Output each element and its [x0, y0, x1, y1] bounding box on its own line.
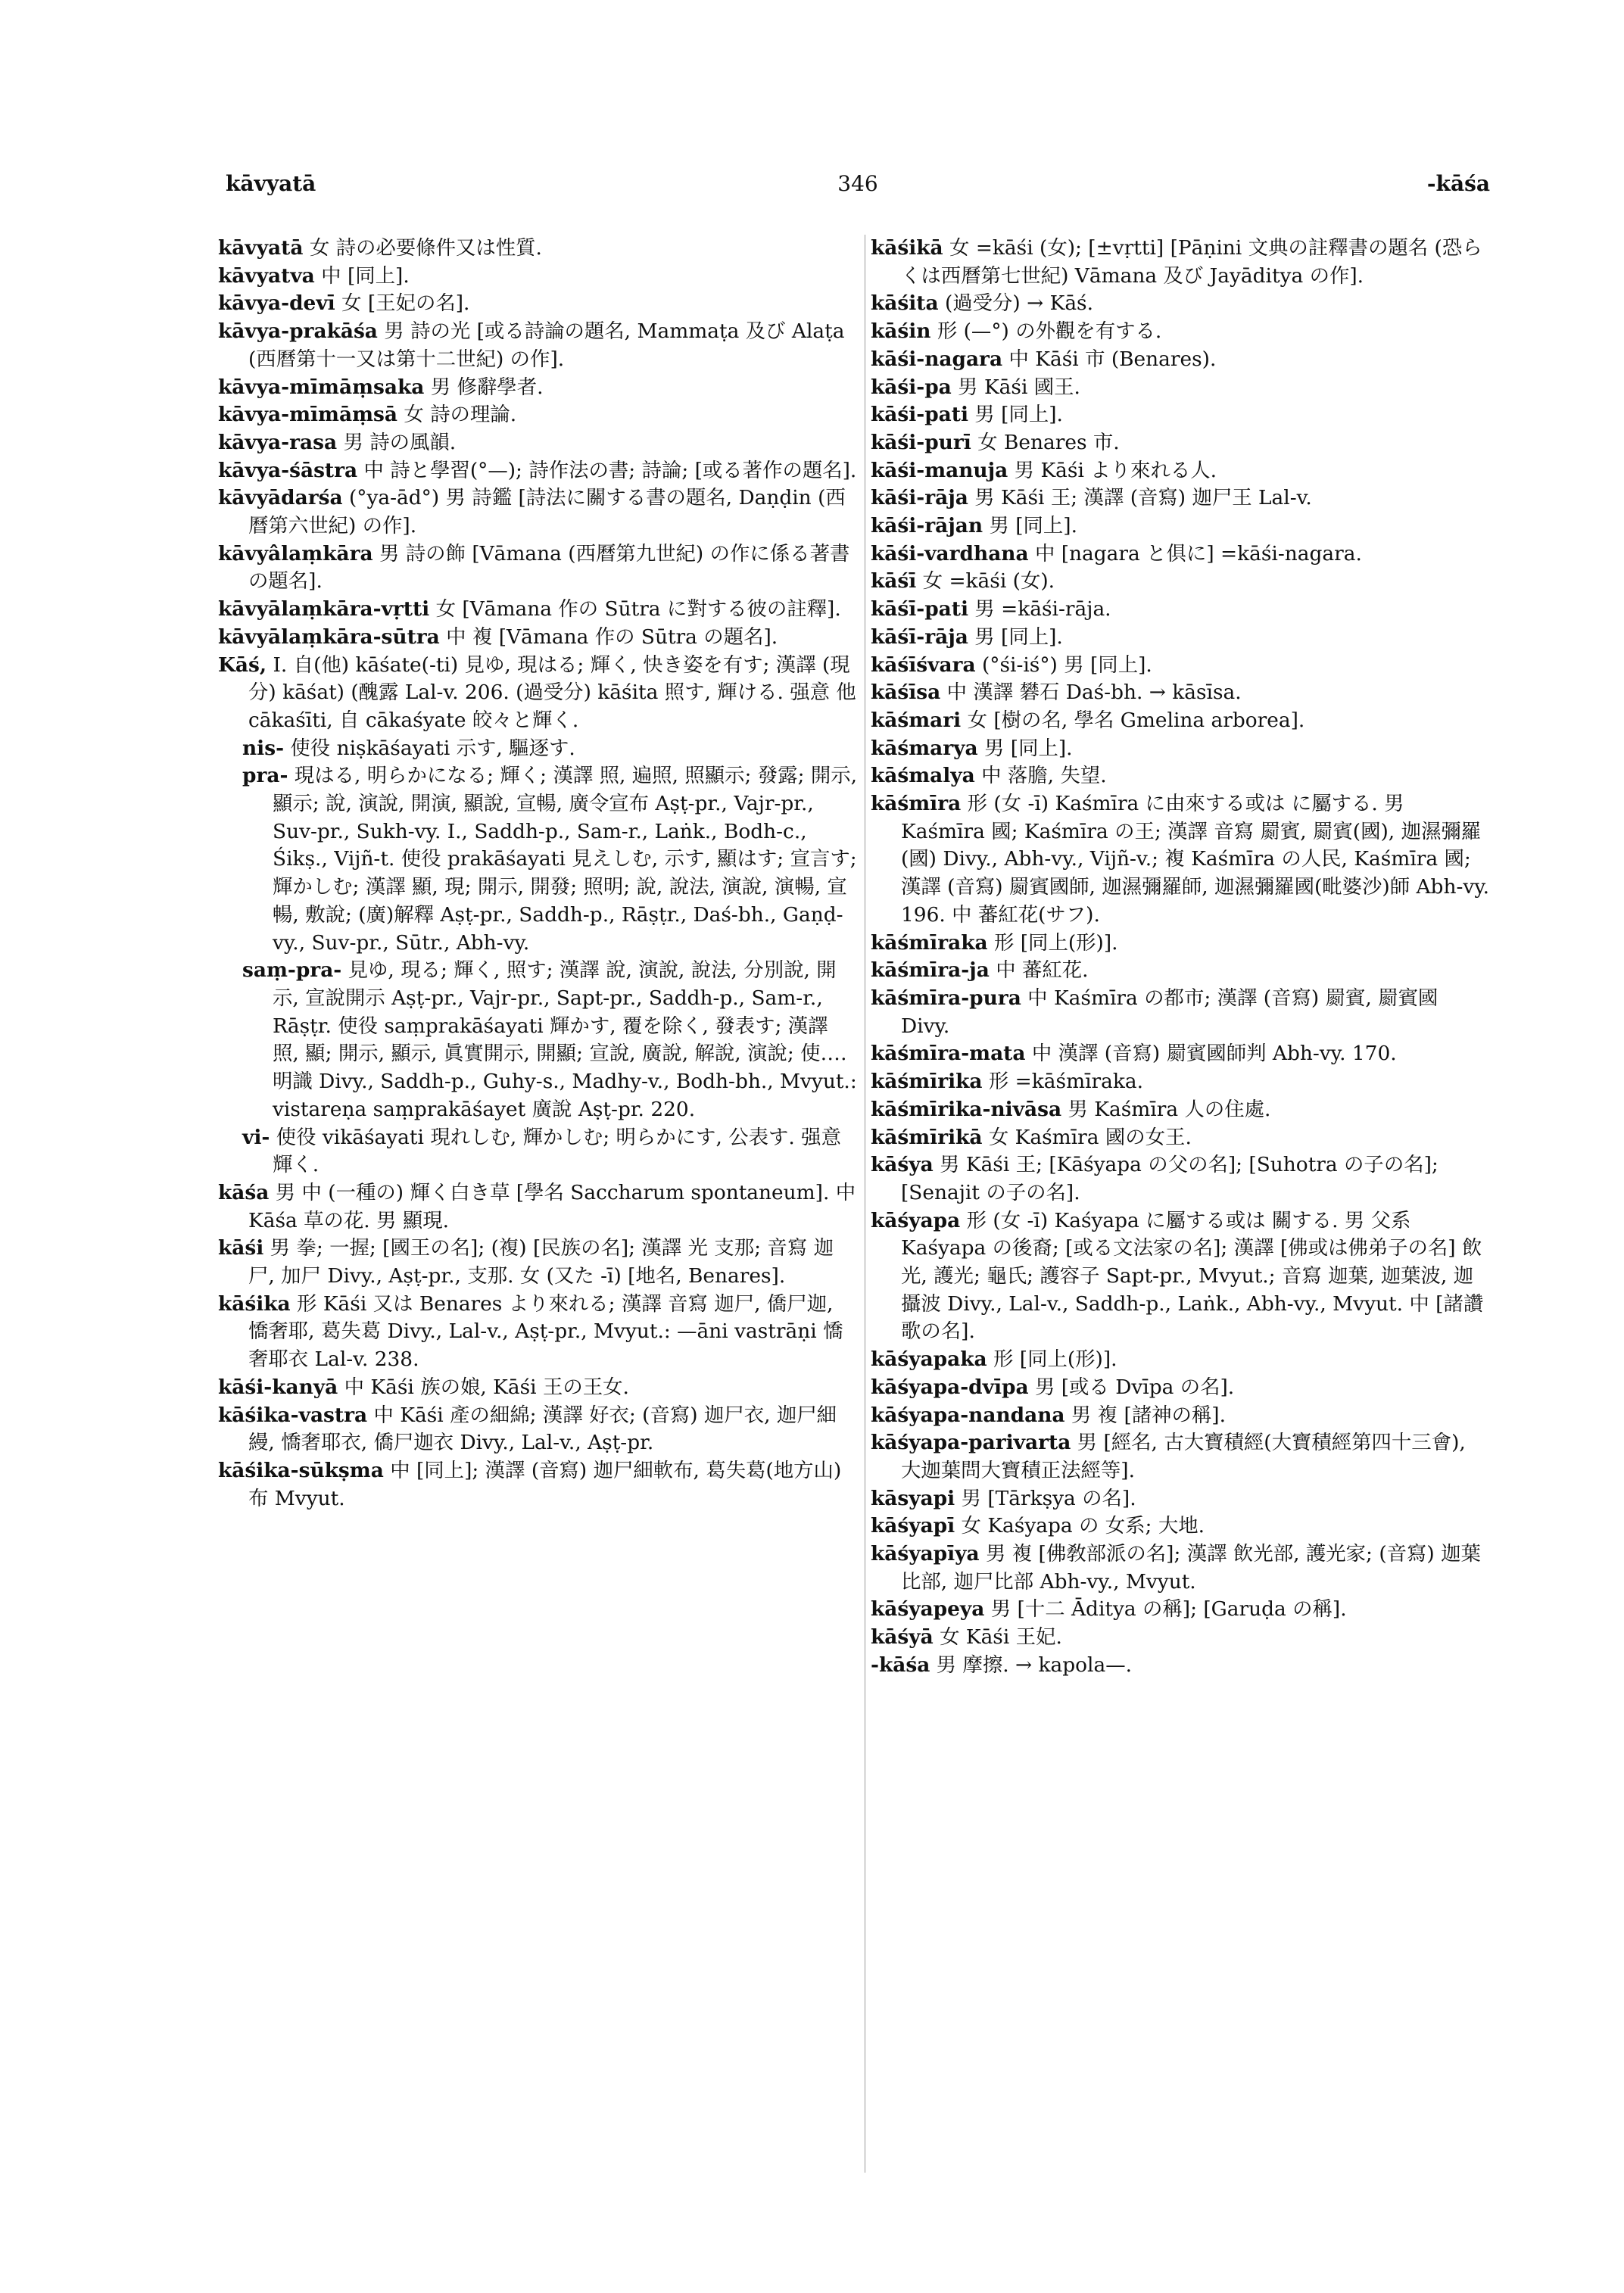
entry-definition: (過受分) → Kāś. — [938, 291, 1093, 316]
page-number: 346 — [837, 171, 878, 196]
entry-definition: 形 Kāśi 又は Benares より來れる; 漢譯 音寫 迦尸, 僑尸迦, 憍奢耶, 葛失葛 Divy., Lal-v., Aṣṭ-pr., Mvyut.: —āni vastrāṇi 憍奢耶衣 Lal-v. 238. — [248, 1291, 843, 1372]
entry-definition: 中 [同上]. — [314, 263, 410, 288]
entry-definition: 男 摩擦. → kapola—. — [930, 1653, 1132, 1677]
entry-headword: kāśyapeya — [871, 1597, 985, 1622]
entry-definition: 中 [nagara と俱に] =kāśi-nagara. — [1028, 541, 1362, 565]
entry-headword: kāvyatva — [218, 263, 315, 288]
dictionary-entry — [871, 790, 1490, 930]
entry-headword: kāśyapa-parivarta — [871, 1431, 1071, 1455]
entry-definition: 形 (女 -ī) Kaśyapa に屬する或は 關する. 男 父系 Kaśyapa の後裔; [或る文法家の名]; 漢譯 [佛或は佛弟子の名] 飲光, 護光; 龜氏; 護容子 Sapt-pr., Mvyut.; 音寫 迦葉, 迦葉波, 迦攝波 Divy., Lal-v., Saddh-p., Laṅk., Abh-vy., Mvyut. 中 [諸讚歌の名]. — [901, 1208, 1484, 1344]
dictionary-entry — [218, 374, 859, 402]
dictionary-entry — [218, 401, 859, 429]
entry-headword: kāśi — [218, 1236, 264, 1260]
entry-headword: kāśi-rājan — [871, 514, 983, 538]
entry-headword: kāśī-pati — [871, 597, 968, 622]
entry-headword: kāśi-vardhana — [871, 541, 1029, 565]
entry-definition: 中 複 [Vāmana 作の Sūtra の題名]. — [439, 625, 778, 649]
dictionary-entry — [871, 1068, 1490, 1096]
entry-definition: 男 詩の飾 [Vāmana (西曆第九世紀) の作に係る著書の題名]. — [248, 541, 850, 594]
entry-headword: kāśīsa — [871, 681, 941, 705]
dictionary-entry — [218, 429, 859, 457]
dictionary-entry — [871, 429, 1490, 457]
entry-headword: kāśi-kanyā — [218, 1375, 338, 1399]
entry-headword: kāśmarya — [871, 736, 978, 760]
entry-definition: 女 Benares 市. — [971, 430, 1120, 454]
entry-definition: 形 (—°) の外觀を有する. — [930, 319, 1162, 344]
dictionary-entry — [871, 374, 1490, 402]
dictionary-entry — [871, 512, 1490, 541]
entry-headword: kāśyapī — [871, 1514, 955, 1538]
entry-headword: kāśmalya — [871, 764, 975, 788]
entry-headword: kāśi-manuja — [871, 458, 1008, 482]
entry-definition: 見ゆ, 現る; 輝く, 照す; 漢譯 說, 演說, 說法, 分別說, 開示, 宣說開示 Aṣṭ-pr., Vajr-pr., Sapt-pr., Saddh-p., Sam-r., Rāṣṭr. 使役 saṃprakāśayati 輝かす, 覆を除く, 發表す; 漢譯 照, 顯; 開示, 顯示, 眞實開示, 開顯; 宣說, 廣說, 解說, 演說; 使‥‥明識 Divy., Saddh-p., Guhy-s., Madhy-v., Bodh-bh., Mvyut.: vistareṇa saṃprakāśayet 廣說 Aṣṭ-pr. 220. — [273, 958, 857, 1121]
dictionary-entry — [218, 624, 859, 652]
entry-headword: kāśika-sūkṣma — [218, 1458, 384, 1482]
entry-headword: kāśita — [871, 291, 939, 316]
entry-headword: kāvya-rasa — [218, 430, 338, 454]
entry-headword: kāvyâlaṃkāra — [218, 541, 373, 565]
entry-headword: kāśyapa-dvīpa — [871, 1375, 1029, 1399]
entry-definition: 中 漢譯 (音寫) 罽賓國師判 Abh-vy. 170. — [1025, 1042, 1397, 1066]
entry-headword: vi- — [242, 1125, 270, 1149]
running-head-right: -kāśa — [1426, 171, 1490, 196]
entry-definition: 男 Kāśi 國王. — [951, 375, 1080, 399]
sub-entry — [218, 735, 859, 763]
entry-headword: pra- — [242, 764, 288, 788]
entry-headword: kāśmīrikā — [871, 1125, 983, 1149]
dictionary-entry — [871, 235, 1490, 290]
dictionary-entry — [218, 541, 859, 596]
dictionary-entry — [871, 1346, 1490, 1374]
entry-headword: kāśmīrika-nivāsa — [871, 1097, 1062, 1121]
entry-definition: 男 [同上]. — [983, 514, 1077, 538]
dictionary-entry — [218, 596, 859, 624]
dictionary-entry — [871, 568, 1490, 596]
entry-definition: 男 修辭學者. — [424, 375, 544, 399]
dictionary-entry — [218, 1179, 859, 1235]
entry-headword: kāśmīrika — [871, 1070, 983, 1094]
dictionary-entry — [218, 1291, 859, 1374]
entry-definition: 男 [Tārkṣya の名]. — [955, 1486, 1136, 1510]
dictionary-entry — [871, 679, 1490, 707]
entry-headword: kāvya-mīmāṃsaka — [218, 375, 425, 399]
dictionary-entry — [871, 1541, 1490, 1596]
entry-headword: kāśyapa — [871, 1208, 961, 1232]
entry-headword: kāśin — [871, 319, 931, 344]
right-column — [871, 235, 1490, 2173]
dictionary-entry — [218, 263, 859, 291]
dictionary-entry — [871, 1124, 1490, 1152]
entry-headword: kāśa — [218, 1180, 270, 1204]
entry-headword: -kāśa — [871, 1653, 930, 1677]
entry-definition: 女 =kāśi (女); [±vṛtti] [Pāṇini 文典の註釋書の題名 (恐らくは西曆第七世紀) Vāmana 及び Jayāditya の作]. — [901, 236, 1482, 288]
entry-definition: 女 [Vāmana 作の Sūtra に對する彼の註釋]. — [429, 597, 841, 622]
entry-headword: kāvyālaṃkāra-sūtra — [218, 625, 440, 649]
entry-headword: kāśi-nagara — [871, 347, 1003, 371]
dictionary-entry — [871, 457, 1490, 485]
entry-headword: kāvyādarśa — [218, 486, 343, 510]
entry-definition: (°ya-ād°) 男 詩鑑 [詩法に關する書の題名, Daṇḍin (西曆第六世紀) の作]. — [248, 486, 846, 538]
entry-definition: 男 [十二 Āditya の稱]; [Garuḍa の稱]. — [984, 1597, 1347, 1622]
dictionary-entry — [218, 318, 859, 373]
entry-headword: kāśi-pati — [871, 403, 968, 427]
entry-definition: 形 [同上(形)]. — [987, 930, 1118, 955]
entry-definition: 中 蕃紅花. — [989, 958, 1089, 983]
entry-headword: kāvya-śāstra — [218, 458, 358, 482]
entry-headword: kāśyapīya — [871, 1542, 980, 1566]
entry-headword: kāvya-mīmāṃsā — [218, 403, 397, 427]
entry-headword: kāśika — [218, 1291, 291, 1316]
dictionary-entry — [871, 624, 1490, 652]
entry-definition: 男 複 [佛敎部派の名]; 漢譯 飲光部, 護光家; (音寫) 迦葉比部, 迦尸比部 Abh-vy., Mvyut. — [901, 1542, 1481, 1594]
entry-headword: kāśyā — [871, 1625, 934, 1650]
page-header — [226, 171, 1490, 209]
dictionary-entry — [871, 735, 1490, 763]
entry-definition: 男 [同上]. — [968, 403, 1063, 427]
entry-headword: kāśika-vastra — [218, 1403, 368, 1427]
dictionary-entry — [218, 652, 859, 735]
entry-definition: 女 [樹の名, 學名 Gmelina arborea]. — [961, 708, 1305, 732]
entry-definition: 男 [同上]. — [977, 736, 1073, 760]
dictionary-entry — [871, 1096, 1490, 1124]
entry-definition: 中 Kāśi 產の細綿; 漢譯 好衣; (音寫) 迦尸衣, 迦尸細縵, 憍奢耶衣, 僑尸迦衣 Divy., Lal-v., Aṣṭ-pr. — [248, 1403, 837, 1455]
dictionary-entry — [871, 1207, 1490, 1347]
dictionary-entry — [218, 290, 859, 318]
dictionary-entry — [218, 1235, 859, 1290]
dictionary-entry — [871, 290, 1490, 318]
entry-headword: Kāś, — [218, 653, 267, 677]
entry-definition: 男 Kāśi 王; [Kāśyapa の父の名]; [Suhotra の子の名]; [Senajit の子の名]. — [901, 1153, 1439, 1204]
dictionary-entry — [871, 985, 1490, 1040]
entry-headword: kāśyapa-nandana — [871, 1403, 1065, 1427]
entry-headword: kāvya-devī — [218, 291, 335, 316]
dictionary-entry — [871, 1040, 1490, 1068]
dictionary-entry — [871, 596, 1490, 624]
entry-definition: 中 Kāśi 市 (Benares). — [1002, 347, 1217, 371]
entry-headword: kāśmīra — [871, 792, 962, 816]
dictionary-entry — [871, 318, 1490, 346]
dictionary-entry — [218, 235, 859, 263]
entry-definition: 形 (女 -ī) Kaśmīra に由來する或は に屬する. 男 Kaśmīra 國; Kaśmīra の王; 漢譯 音寫 罽賓, 罽賓(國), 迦濕彌羅(國) Divy., Abh-vy., Vijñ-v.; 複 Kaśmīra の人民, Kaśmīra 國; 漢譯 (音寫) 罽賓國師, 迦濕彌羅師, 迦濕彌羅國(毗婆沙)師 Abh-vy. 196. 中 蕃紅花(サフ). — [901, 792, 1490, 927]
entry-headword: kāśi-purī — [871, 430, 971, 454]
dictionary-entry — [871, 541, 1490, 569]
entry-headword: kāśmīraka — [871, 930, 988, 955]
entry-headword: kāśikā — [871, 236, 943, 260]
entry-headword: kāśi-rāja — [871, 486, 968, 510]
entry-definition: 女 詩の必要條件又は性質. — [303, 236, 542, 260]
entry-headword: kāśya — [871, 1153, 934, 1177]
dictionary-entry — [871, 346, 1490, 374]
entry-definition: 女 詩の理論. — [397, 403, 517, 427]
entry-headword: kāśī — [871, 569, 917, 594]
entry-definition: 形 =kāśmīraka. — [982, 1070, 1143, 1094]
entry-headword: nis- — [242, 736, 285, 760]
entry-headword: kāśīśvara — [871, 653, 976, 677]
entry-definition: 使役 vikāśayati 現れしむ, 輝かしむ; 明らかにす, 公表す. 强意 輝く. — [270, 1125, 841, 1177]
entry-definition: 男 拳; 一握; [國王の名]; (複) [民族の名]; 漢譯 光 支那; 音寫 迦尸, 加尸 Divy., Aṣṭ-pr., 支那. 女 (又た -ī) [地名, Benares]. — [248, 1236, 834, 1288]
entry-definition: 男 中 (一種の) 輝く白き草 [學名 Saccharum spontaneum]. 中 Kāśa 草の花. 男 顯現. — [248, 1180, 856, 1232]
left-column — [218, 235, 859, 2173]
dictionary-entry — [871, 1513, 1490, 1541]
dictionary-entry — [218, 484, 859, 540]
entry-definition: 男 Kāśi 王; 漢譯 (音寫) 迦尸王 Lal-v. — [968, 486, 1312, 510]
sub-entry — [218, 1124, 859, 1179]
dictionary-entry — [871, 1596, 1490, 1624]
entry-headword: kāśmari — [871, 708, 962, 732]
entry-headword: kāvyatā — [218, 236, 304, 260]
dictionary-entry — [871, 1151, 1490, 1207]
dictionary-entry — [871, 484, 1490, 512]
running-head-left: kāvyatā — [226, 171, 316, 196]
entry-definition: 女 Kāśi 王妃. — [933, 1625, 1062, 1650]
entry-headword: saṃ-pra- — [242, 958, 342, 983]
entry-definition: 男 Kaśmīra 人の住處. — [1061, 1097, 1271, 1121]
entry-definition: 男 詩の光 [或る詩論の題名, Mammaṭa 及び Alaṭa (西曆第十一又は第十二世紀) の作]. — [248, 319, 845, 371]
entry-definition: (°śi-iś°) 男 [同上]. — [975, 653, 1152, 677]
entry-definition: 形 [同上(形)]. — [987, 1347, 1117, 1372]
entry-headword: kāśi-pa — [871, 375, 952, 399]
dictionary-entry — [871, 1402, 1490, 1430]
dictionary-entry — [218, 457, 859, 485]
dictionary-entry — [871, 957, 1490, 985]
dictionary-entry — [871, 930, 1490, 958]
dictionary-entry — [871, 1374, 1490, 1402]
entry-definition: 男 [同上]. — [968, 625, 1063, 649]
dictionary-entry — [871, 762, 1490, 790]
entry-headword: kāsyapi — [871, 1486, 955, 1510]
entry-definition: 男 [或る Dvīpa の名]. — [1028, 1375, 1235, 1399]
dictionary-entry — [871, 401, 1490, 429]
dictionary-entry — [218, 1402, 859, 1457]
dictionary-entry — [871, 1652, 1490, 1680]
entry-definition: 男 Kāśi より來れる人. — [1008, 458, 1217, 482]
entry-headword: kāśī-rāja — [871, 625, 968, 649]
entry-definition: 男 複 [諸神の稱]. — [1064, 1403, 1226, 1427]
entry-definition: 中 漢譯 礬石 Daś-bh. → kāsīsa. — [940, 681, 1242, 705]
entry-definition: 女 [王妃の名]. — [335, 291, 470, 316]
dictionary-entry — [871, 1624, 1490, 1652]
entry-headword: kāvya-prakāśa — [218, 319, 378, 344]
entry-definition: 女 Kaśmīra 國の女王. — [982, 1125, 1192, 1149]
entry-definition: 中 詩と學習(°—); 詩作法の書; 詩論; [或る著作の題名]. — [357, 458, 857, 482]
entry-definition: 中 落膽, 失望. — [974, 764, 1107, 788]
sub-entry — [218, 762, 859, 957]
entry-definition: 女 Kaśyapa の 女系; 大地. — [955, 1514, 1205, 1538]
dictionary-entry — [871, 707, 1490, 735]
entry-headword: kāśyapaka — [871, 1347, 987, 1372]
sub-entry — [218, 957, 859, 1123]
dictionary-entry — [871, 1429, 1490, 1485]
entry-headword: kāvyālaṃkāra-vṛtti — [218, 597, 430, 622]
entry-headword: kāśmīra-pura — [871, 986, 1021, 1010]
entry-definition: 男 詩の風韻. — [337, 430, 457, 454]
dictionary-entry — [871, 652, 1490, 680]
entry-definition: 男 [經名, 古大寶積經(大寶積經第四十三會), 大迦葉問大寶積正法經等]. — [901, 1431, 1466, 1482]
dictionary-entry — [871, 1485, 1490, 1513]
dictionary-entry — [218, 1457, 859, 1513]
entry-headword: kāśmīra-ja — [871, 958, 990, 983]
entry-headword: kāśmīra-mata — [871, 1042, 1026, 1066]
entry-definition: 中 Kāśi 族の娘, Kāśi 王の王女. — [338, 1375, 629, 1399]
entry-definition: 中 [同上]; 漢譯 (音寫) 迦尸細軟布, 葛失葛(地方山)布 Mvyut. — [248, 1458, 842, 1510]
entry-definition: 男 =kāśi-rāja. — [968, 597, 1111, 622]
entry-definition: I. 自(他) kāśate(-ti) 見ゆ, 現はる; 輝く, 快き姿を有す; 漢譯 (現分) kāśat) (醜露 Lal-v. 206. (過受分) kāśita 照す, 輝ける. 强意 他 cākaśīti, 自 cākaśyate 皎々と輝く. — [248, 653, 856, 732]
dictionary-entry — [218, 1374, 859, 1402]
entry-definition: 現はる, 明らかになる; 輝く; 漢譯 照, 遍照, 照顯示; 發露; 開示, 顯示; 說, 演說, 開演, 顯說, 宣暢, 廣令宣布 Aṣṭ-pr., Vajr-pr., Suv-pr., Sukh-vy. I., Saddh-p., Sam-r., Laṅk., Bodh-c., Śikṣ., Vijñ-t. 使役 prakāśayati 見えしむ, 示す, 顯はす; 宣言す; 輝かしむ; 漢譯 顯, 現; 開示, 開發; 照明; 說, 說法, 演說, 演暢, 宣暢, 敷說; (廣)解釋 Aṣṭ-pr., Saddh-p., Rāṣṭr., Daś-bh., Gaṇḍ-vy., Suv-pr., Sūtr., Abh-vy. — [273, 764, 858, 955]
entry-definition: 女 =kāśi (女). — [916, 569, 1055, 594]
entry-definition: 使役 niṣkāśayati 示す, 驅逐す. — [284, 736, 575, 760]
entry-definition: 中 Kaśmīra の都市; 漢譯 (音寫) 罽賓, 罽賓國 Divy. — [901, 986, 1439, 1038]
